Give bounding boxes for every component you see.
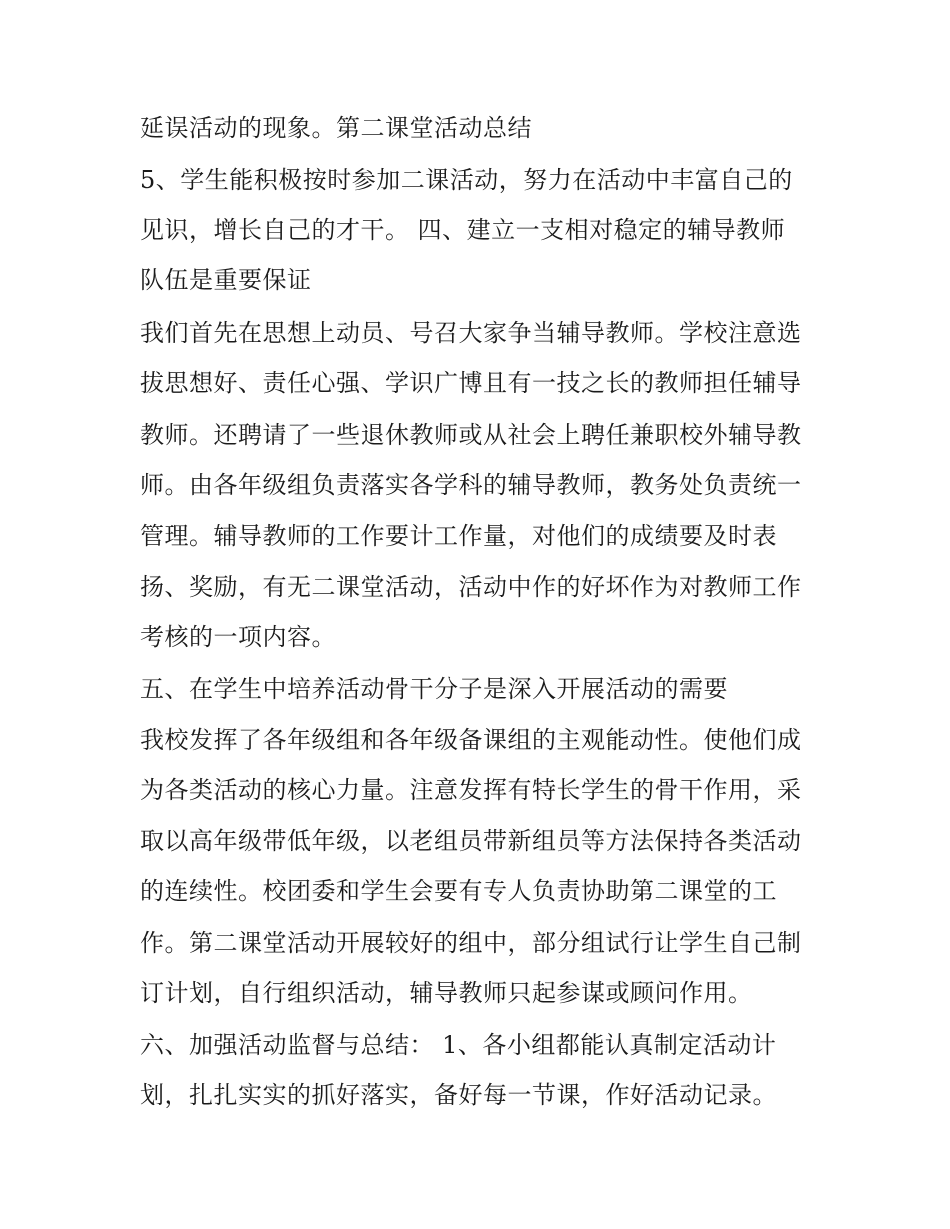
text-line-14: 为各类活动的核心力量。注意发挥有特长学生的骨干作用，采 — [140, 776, 802, 804]
text-line-15: 取以高年级带低年级，以老组员带新组员等方法保持各类活动 — [140, 827, 802, 855]
text-line-4: 队伍是重要保证 — [140, 266, 312, 294]
text-line-6: 拔思想好、责任心强、学识广博且有一技之长的教师担任辅导 — [140, 369, 802, 397]
text-line-10: 扬、奖励，有无二课堂活动，活动中作的好坏作为对教师工作 — [140, 573, 802, 601]
text-line-3: 见识，增长自己的才干。 四、建立一支相对稳定的辅导教师 — [140, 216, 786, 244]
text-line-18: 订计划，自行组织活动，辅导教师只起参谋或顾问作用。 — [140, 979, 753, 1007]
text-line-13: 我校发挥了各年级组和各年级备课组的主观能动性。使他们成 — [140, 726, 802, 754]
text-line-11: 考核的一项内容。 — [140, 623, 336, 651]
text-line-16: 的连续性。校团委和学生会要有专人负责协助第二课堂的工 — [140, 877, 777, 905]
text-line-17: 作。第二课堂活动开展较好的组中，部分组试行让学生自己制 — [140, 929, 802, 957]
text-line-19: 六、加强活动监督与总结： 1、各小组都能认真制定活动计 — [140, 1031, 777, 1059]
text-line-12: 五、在学生中培养活动骨干分子是深入开展活动的需要 — [140, 675, 728, 703]
text-line-20: 划，扎扎实实的抓好落实，备好每一节课，作好活动记录。 — [140, 1081, 777, 1109]
text-line-5: 我们首先在思想上动员、号召大家争当辅导教师。学校注意选 — [140, 319, 802, 347]
text-line-8: 师。由各年级组负责落实各学科的辅导教师，教务处负责统一 — [140, 471, 802, 499]
text-line-1: 延误活动的现象。第二课堂活动总结 — [140, 114, 532, 142]
text-line-2: 5、学生能积极按时参加二课活动，努力在活动中丰富自己的 — [140, 166, 793, 194]
text-line-9: 管理。辅导教师的工作要计工作量，对他们的成绩要及时表 — [140, 522, 777, 550]
text-line-7: 教师。还聘请了一些退休教师或从社会上聘任兼职校外辅导教 — [140, 421, 802, 449]
